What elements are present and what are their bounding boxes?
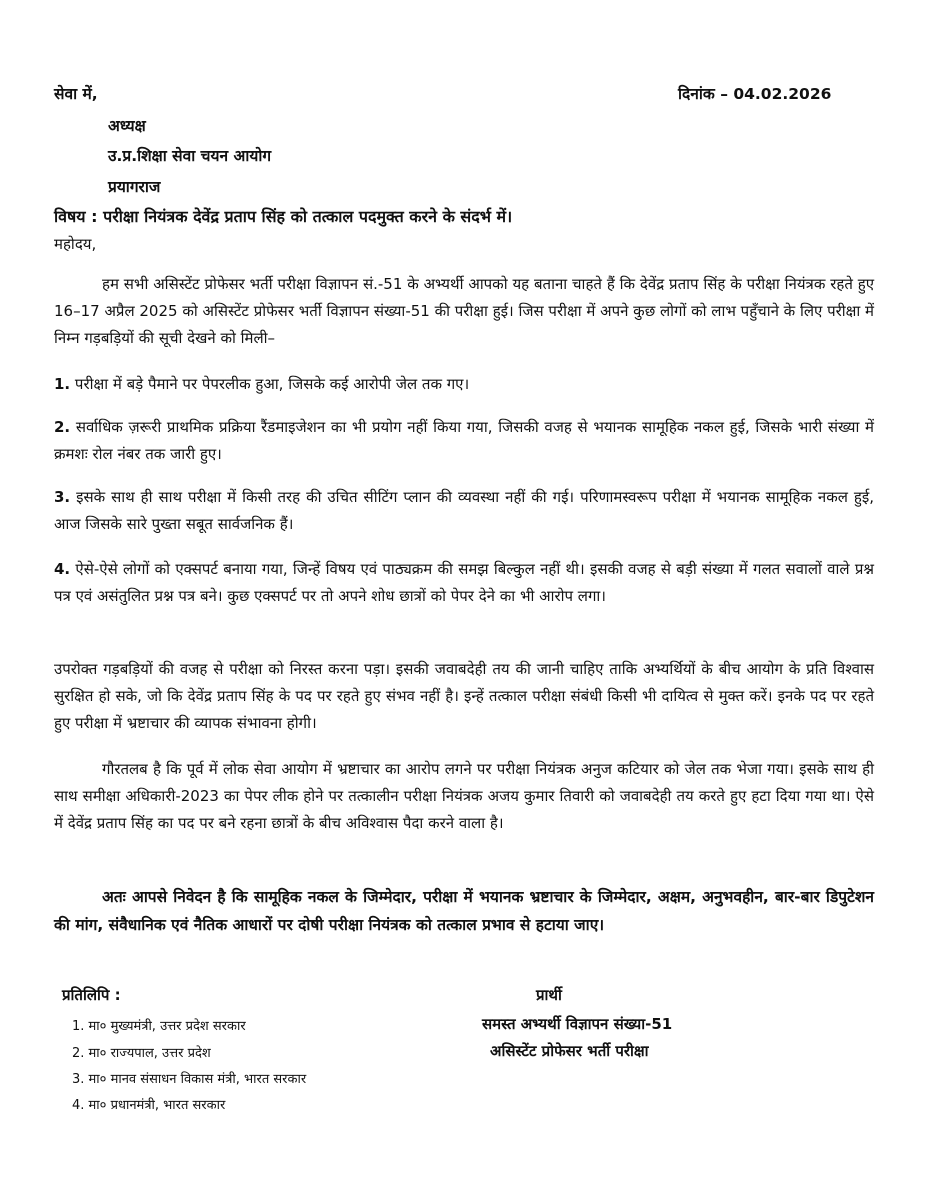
date-separator: – [720,85,728,103]
copy-to-item: 4. मा० प्रधानमंत्री, भारत सरकार [72,1098,226,1113]
addressee-title: अध्यक्ष [108,117,146,135]
point-text: परीक्षा में बड़े पैमाने पर पेपरलीक हुआ, जिसके कई आरोपी जेल तक गए। [74,375,470,393]
copy-to-item: 1. मा० मुख्यमंत्री, उत्तर प्रदेश सरकार [72,1019,246,1034]
copy-to-label: प्रतिलिपि : [62,986,121,1004]
date-label: दिनांक [678,85,715,103]
copy-to-item: 2. मा० राज्यपाल, उत्तर प्रदेश [72,1046,211,1061]
precedent-paragraph: गौरतलब है कि पूर्व में लोक सेवा आयोग में भ्रष्टाचार का आरोप लगने पर परीक्षा नियंत्रक अनुज कटियार को जेल तक भेजा गया। इसके साथ ही साथ समीक्षा अधिकारी-2023 का पेपर लीक होने पर तत्कालीन परीक्षा नियंत्रक अजय कुमार तिवारी को जवाबदेही तय करते हुए हटा दिया गया था। ऐसे में देवेंद्र प्रताप सिंह का पद पर बने रहना छात्रों के बीच अविश्वास पैदा करने वाला है। [54,760,874,832]
point-1 [54,371,874,398]
point-2 [54,414,874,468]
signature-line-1: समस्त अभ्यर्थी विज्ञापन संख्या-51 [482,1015,673,1033]
signature-label: प्रार्थी [536,986,562,1004]
addressee-city: प्रयागराज [108,178,161,196]
subject-line: विषय : परीक्षा नियंत्रक देवेंद्र प्रताप सिंह को तत्काल पदमुक्त करने के संदर्भ में। [54,207,513,226]
intro-paragraph: हम सभी असिस्टेंट प्रोफेसर भर्ती परीक्षा विज्ञापन सं.-51 के अभ्यर्थी आपको यह बताना चाहते हैं कि देवेंद्र प्रताप सिंह के परीक्षा नियंत्रक रहते हुए 16–17 अप्रैल 2025 को असिस्टेंट प्रोफेसर भर्ती विज्ञापन संख्या-51 की परीक्षा हुई। जिस परीक्षा में अपने कुछ लोगों को लाभ पहुँचाने के लिए परीक्षा में निम्न गड़बड़ियों की सूची देखने को मिली– [54,275,874,347]
signature-line-2: असिस्टेंट प्रोफेसर भर्ती परीक्षा [490,1042,649,1060]
point-number: 3. [54,488,71,506]
point-number: 2. [54,418,71,436]
point-number: 1. [54,375,71,393]
point-text: इसके साथ ही साथ परीक्षा में किसी तरह की उचित सीटिंग प्लान की व्यवस्था नहीं की गई। परिणामस्वरूप परीक्षा में भयानक सामूहिक नकल हुई, आज जिसके सारे पुख्ता सबूत सार्वजनिक हैं। [54,488,874,533]
salutation-to: सेवा में, [54,85,98,103]
greeting: महोदय, [54,235,97,253]
point-4 [54,556,874,610]
point-text: ऐसे-ऐसे लोगों को एक्सपर्ट बनाया गया, जिन्हें विषय एवं पाठ्यक्रम की समझ बिल्कुल नहीं थी। इसकी वजह से बड़ी संख्या में गलत सवालों वाले प्रश्न पत्र एवं असंतुलित प्रश्न पत्र बने। कुछ एक्सपर्ट पर तो अपने शोध छात्रों को पेपर देने का भी आरोप लगा। [54,560,874,605]
point-number: 4. [54,560,71,578]
date-line [678,82,831,104]
point-text: सर्वाधिक ज़रूरी प्राथमिक प्रक्रिया रैंडमाइजेशन का भी प्रयोग नहीं किया गया, जिसकी वजह से भयानक सामूहिक नकल हुई, जिसके भारी संख्या में क्रमशः रोल नंबर तक जारी हुए। [54,418,874,463]
addressee-organisation: उ.प्र.शिक्षा सेवा चयन आयोग [108,147,272,165]
consequence-paragraph: उपरोक्त गड़बड़ियों की वजह से परीक्षा को निरस्त करना पड़ा। इसकी जवाबदेही तय की जानी चाहिए ताकि अभ्यर्थियों के बीच आयोग के प्रति विश्वास सुरक्षित हो सके, जो कि देवेंद्र प्रताप सिंह के पद पर रहते हुए संभव नहीं है। इन्हें तत्काल परीक्षा संबंधी किसी भी दायित्व से मुक्त करें। इनके पद पर रहते हुए परीक्षा में भ्रष्टाचार की व्यापक संभावना होगी। [54,660,874,732]
request-paragraph: अतः आपसे निवेदन है कि सामूहिक नकल के जिम्मेदार, परीक्षा में भयानक भ्रष्टाचार के जिम्मेदार, अक्षम, अनुभवहीन, बार-बार डिपुटेशन की मांग, संवैधानिक एवं नैतिक आधारों पर दोषी परीक्षा नियंत्रक को तत्काल प्रभाव से हटाया जाए। [54,888,874,934]
copy-to-item: 3. मा० मानव संसाधन विकास मंत्री, भारत सरकार [72,1072,307,1087]
point-3 [54,484,874,538]
date-value: 04.02.2026 [733,85,832,103]
